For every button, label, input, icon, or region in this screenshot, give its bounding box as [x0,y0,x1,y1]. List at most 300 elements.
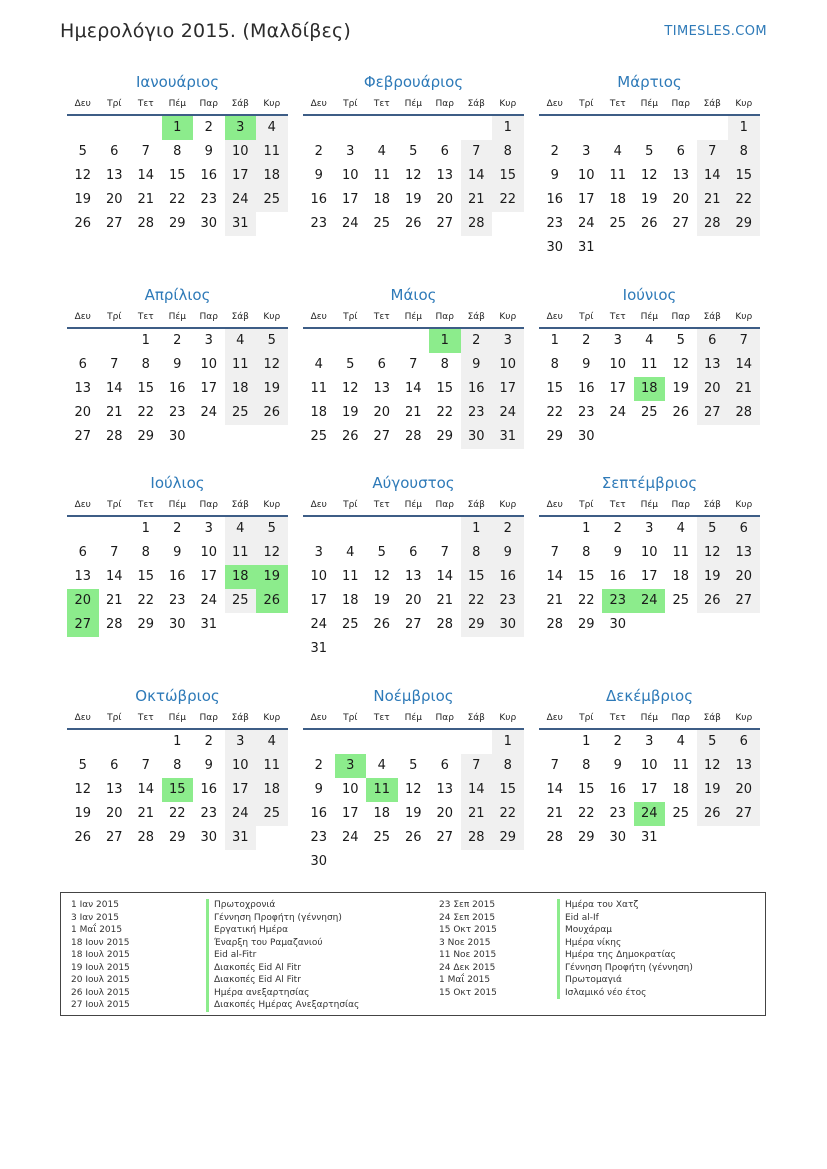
weekday-label: Τετ [137,312,154,322]
empty-day-cell [225,613,257,637]
week-row [539,754,760,778]
day-cell: 29 [137,617,155,632]
month-block [539,684,760,850]
day-cell: 12 [74,168,92,183]
week-row [539,778,760,802]
weekday-label: Τρί [107,500,122,510]
holiday-date: 11 Νοε 2015 [439,950,497,960]
day-cell: 20 [728,565,760,589]
month-name: Ιούλιος [150,474,205,492]
day-cell: 14 [105,381,123,396]
month-block [303,684,524,874]
week-row [67,565,288,589]
holiday-date: 20 Ιουλ 2015 [71,975,130,985]
day-cell: 19 [697,778,729,802]
week-row [539,236,760,260]
day-cell: 1 [141,333,150,348]
day-cell: 8 [461,541,493,565]
weekday-label: Πέμ [404,312,422,322]
weekday-label: Δευ [310,500,327,510]
day-cell: 29 [168,830,186,845]
day-cell: 19 [74,806,92,821]
holiday-date: 19 Ιουλ 2015 [71,962,130,973]
empty-day-cell [130,116,162,140]
empty-day-cell [398,730,430,754]
day-cell: 3 [204,521,213,536]
empty-day-cell [728,236,760,260]
day-cell: 26 [74,830,92,845]
day-cell: 9 [173,545,182,560]
week-row [303,826,524,850]
day-cell: 9 [613,758,622,773]
week-row [67,164,288,188]
day-cell: 13 [105,168,123,183]
day-cell: 28 [697,212,729,236]
week-row [539,802,760,826]
day-cell: 17 [310,593,328,608]
week-row [539,401,760,425]
holiday-names-column [206,899,359,1012]
weekday-label: Παρ [671,500,690,510]
day-cell: 7 [550,545,559,560]
week-row [67,425,288,449]
day-cell: 8 [141,357,150,372]
holiday-date: 15 Οκτ 2015 [439,925,497,935]
weekday-header [303,307,524,329]
weekday-label: Δευ [310,99,327,109]
empty-day-cell [335,637,367,661]
day-cell: 2 [492,517,524,541]
holiday-name: Ημέρα ανεξαρτησίας [206,987,359,1000]
empty-day-cell [492,850,524,874]
day-cell: 17 [341,192,359,207]
day-cell: 14 [461,778,493,802]
week-row [67,778,288,802]
empty-day-cell [429,850,461,874]
holiday-name: Διακοπές Eid Al Fitr [206,962,359,975]
day-cell: 11 [256,754,288,778]
month-block [539,70,760,260]
day-cell: 2 [204,734,213,749]
holiday-date: 24 Δεκ 2015 [439,962,496,973]
month-block [67,70,288,236]
day-cell: 8 [728,140,760,164]
day-cell: 4 [225,329,257,353]
weekday-label: Σάβ [467,500,485,510]
day-cell: 31 [492,425,524,449]
day-cell: 1 [429,329,461,353]
week-row [67,730,288,754]
week-row [539,589,760,613]
day-cell: 6 [78,545,87,560]
empty-day-cell [99,329,131,353]
weekday-label: Σάβ [467,99,485,109]
day-cell: 26 [640,216,658,231]
day-cell: 13 [74,569,92,584]
empty-day-cell [492,212,524,236]
weekday-label: Σάβ [703,500,721,510]
week-row [303,212,524,236]
day-cell: 28 [728,401,760,425]
weekday-label: Κυρ [499,99,517,109]
day-cell: 25 [310,429,328,444]
day-cell: 12 [672,357,690,372]
week-row [539,565,760,589]
day-cell: 10 [341,168,359,183]
day-cell: 13 [436,168,454,183]
holiday-dates-column [71,899,130,1012]
day-cell: 18 [310,405,328,420]
month-name: Οκτώβριος [135,687,220,705]
day-cell: 18 [341,593,359,608]
day-cell: 8 [550,357,559,372]
holiday-name: Ημέρα του Χατζ [557,899,693,912]
empty-day-cell [665,236,697,260]
weekday-header [303,495,524,517]
week-row [539,377,760,401]
day-cell: 20 [74,405,92,420]
day-cell: 15 [168,168,186,183]
week-row [67,116,288,140]
day-cell: 28 [546,830,564,845]
day-cell: 11 [609,168,627,183]
day-cell: 3 [204,333,213,348]
week-row [539,826,760,850]
day-cell: 17 [609,381,627,396]
day-cell: 14 [436,569,454,584]
day-cell: 20 [436,192,454,207]
day-cell: 26 [256,401,288,425]
day-cell: 12 [404,168,422,183]
day-cell: 24 [200,405,218,420]
day-cell: 23 [609,806,627,821]
day-cell: 7 [461,140,493,164]
empty-day-cell [665,826,697,850]
day-cell: 26 [404,830,422,845]
empty-day-cell [697,826,729,850]
day-cell: 11 [225,353,257,377]
weekday-label: Κυρ [499,312,517,322]
day-cell: 23 [492,589,524,613]
weekday-header [539,94,760,116]
day-cell: 15 [137,381,155,396]
weekday-label: Τετ [609,312,626,322]
empty-day-cell [335,116,367,140]
day-cell: 19 [672,381,690,396]
holiday-name: Γέννηση Προφήτη (γέννηση) [206,912,359,925]
day-cell: 7 [141,758,150,773]
day-cell: 1 [582,521,591,536]
day-cell: 7 [110,545,119,560]
day-cell: 23 [461,401,493,425]
day-cell: 22 [546,405,564,420]
day-cell: 10 [225,754,257,778]
day-cell: 31 [577,240,595,255]
day-cell: 12 [256,353,288,377]
day-cell: 21 [546,593,564,608]
day-cell: 31 [310,641,328,656]
day-cell: 22 [168,192,186,207]
week-row [67,377,288,401]
day-cell: 17 [200,569,218,584]
empty-day-cell [256,212,288,236]
weekday-label: Τρί [107,99,122,109]
day-cell: 11 [341,569,359,584]
day-cell: 26 [373,617,391,632]
week-row [303,377,524,401]
empty-day-cell [256,425,288,449]
day-cell: 2 [550,144,559,159]
day-cell: 16 [200,168,218,183]
day-cell: 18 [373,806,391,821]
day-cell: 27 [672,216,690,231]
day-cell: 5 [78,144,87,159]
day-cell: 14 [105,569,123,584]
month-name: Αύγουστος [372,474,455,492]
holiday-dates-column [439,899,497,999]
weekday-header [67,495,288,517]
holiday-name: Ισλαμικό νέο έτος [557,987,693,1000]
weekday-label: Δευ [74,713,91,723]
empty-day-cell [697,425,729,449]
weekday-label: Δευ [546,713,563,723]
day-cell: 2 [582,333,591,348]
week-row [67,541,288,565]
site-link[interactable]: TIMESLES.COM [664,24,767,39]
week-row [67,329,288,353]
weekday-label: Παρ [199,312,218,322]
day-cell: 11 [672,758,690,773]
day-cell: 19 [404,192,422,207]
day-cell: 12 [640,168,658,183]
day-cell: 6 [110,758,119,773]
empty-day-cell [571,116,603,140]
week-row [539,517,760,541]
day-cell: 9 [613,545,622,560]
weekday-label: Κυρ [263,500,281,510]
empty-day-cell [539,730,571,754]
day-cell: 8 [440,357,449,372]
holiday-date: 15 Οκτ 2015 [439,987,497,998]
day-cell: 16 [310,192,328,207]
week-row [539,212,760,236]
day-cell: 17 [225,164,257,188]
day-cell: 10 [200,357,218,372]
weekday-label: Πέμ [640,312,658,322]
day-cell: 13 [404,569,422,584]
weekday-label: Τετ [137,500,154,510]
day-cell: 2 [204,120,213,135]
weekday-label: Τρί [579,500,594,510]
day-cell: 21 [137,192,155,207]
week-row [67,589,288,613]
day-cell: 29 [728,212,760,236]
day-cell: 12 [74,782,92,797]
day-cell: 22 [728,188,760,212]
day-cell: 19 [373,593,391,608]
holidays-list [60,892,766,1016]
weekday-label: Κυρ [263,312,281,322]
day-cell: 15 [436,381,454,396]
day-cell: 13 [672,168,690,183]
empty-day-cell [429,637,461,661]
day-cell: 3 [346,144,355,159]
day-cell: 5 [78,758,87,773]
week-row [539,329,760,353]
day-cell: 14 [137,782,155,797]
weekday-label: Πέμ [168,713,186,723]
day-cell: 15 [492,778,524,802]
day-cell: 15 [137,569,155,584]
weekday-label: Παρ [199,713,218,723]
day-cell: 14 [697,164,729,188]
week-row [67,754,288,778]
day-cell: 6 [728,730,760,754]
day-cell: 19 [404,806,422,821]
empty-day-cell [539,517,571,541]
day-cell: 27 [436,830,454,845]
day-cell: 30 [168,429,186,444]
day-cell: 16 [577,381,595,396]
empty-day-cell [366,730,398,754]
week-row [303,613,524,637]
empty-day-cell [67,329,99,353]
month-block [303,283,524,449]
day-cell: 2 [173,333,182,348]
week-row [67,401,288,425]
week-row [539,541,760,565]
day-cell: 11 [373,168,391,183]
day-cell: 29 [461,613,493,637]
day-cell: 18 [373,192,391,207]
day-cell: 8 [582,758,591,773]
weekday-header [539,307,760,329]
day-cell: 1 [141,521,150,536]
weekday-header [67,708,288,730]
empty-day-cell [634,425,666,449]
day-cell: 20 [105,806,123,821]
empty-day-cell [366,116,398,140]
day-cell: 3 [582,144,591,159]
day-cell: 28 [404,429,422,444]
holiday-name: Γέννηση Προφήτη (γέννηση) [557,962,693,975]
day-cell: 25 [256,188,288,212]
month-name: Σεπτέμβριος [601,474,698,492]
day-cell: 28 [105,429,123,444]
week-row [303,730,524,754]
week-row [303,329,524,353]
day-cell: 9 [173,357,182,372]
day-cell: 1 [582,734,591,749]
empty-day-cell [602,425,634,449]
day-cell: 14 [546,782,564,797]
weekday-label: Τρί [343,99,358,109]
day-cell: 7 [110,357,119,372]
day-cell: 29 [436,429,454,444]
day-cell: 20 [404,593,422,608]
day-cell: 20 [373,405,391,420]
holiday-date: 27 Ιουλ 2015 [71,1000,130,1010]
day-cell: 30 [168,617,186,632]
empty-day-cell [697,613,729,637]
day-cell: 29 [577,830,595,845]
empty-day-cell [366,850,398,874]
empty-day-cell [728,613,760,637]
day-cell: 21 [404,405,422,420]
day-cell: 12 [697,541,729,565]
holiday-names-column [557,899,693,999]
weekday-label: Πέμ [640,99,658,109]
day-cell: 20 [672,192,690,207]
day-cell: 18 [225,565,257,589]
day-cell: 12 [697,754,729,778]
weekday-label: Κυρ [263,99,281,109]
day-cell: 18 [634,377,666,401]
weekday-label: Παρ [671,713,690,723]
day-cell: 7 [550,758,559,773]
empty-day-cell [634,236,666,260]
day-cell: 23 [310,830,328,845]
empty-day-cell [130,730,162,754]
week-row [303,637,524,661]
day-cell: 11 [310,381,328,396]
day-cell: 4 [613,144,622,159]
empty-day-cell [256,826,288,850]
empty-day-cell [366,329,398,353]
day-cell: 27 [697,401,729,425]
day-cell: 23 [546,216,564,231]
day-cell: 14 [404,381,422,396]
day-cell: 26 [74,216,92,231]
day-cell: 2 [173,521,182,536]
empty-day-cell [366,637,398,661]
day-cell: 16 [200,782,218,797]
day-cell: 2 [314,758,323,773]
day-cell: 21 [728,377,760,401]
day-cell: 4 [377,144,386,159]
day-cell: 22 [137,405,155,420]
day-cell: 6 [697,329,729,353]
day-cell: 10 [492,353,524,377]
empty-day-cell [193,425,225,449]
day-cell: 26 [697,589,729,613]
day-cell: 9 [204,144,213,159]
day-cell: 5 [256,329,288,353]
weekday-label: Τετ [137,99,154,109]
day-cell: 23 [577,405,595,420]
empty-day-cell [99,730,131,754]
day-cell: 6 [110,144,119,159]
day-cell: 10 [225,140,257,164]
weekday-label: Τρί [343,500,358,510]
day-cell: 16 [609,782,627,797]
day-cell: 7 [461,754,493,778]
day-cell: 8 [173,758,182,773]
day-cell: 2 [461,329,493,353]
day-cell: 11 [640,357,658,372]
day-cell: 1 [728,116,760,140]
day-cell: 16 [492,565,524,589]
day-cell: 7 [141,144,150,159]
day-cell: 27 [74,429,92,444]
week-row [539,425,760,449]
week-row [539,140,760,164]
day-cell: 9 [314,782,323,797]
weekday-label: Παρ [435,713,454,723]
day-cell: 13 [436,782,454,797]
day-cell: 30 [609,617,627,632]
day-cell: 24 [634,589,666,613]
